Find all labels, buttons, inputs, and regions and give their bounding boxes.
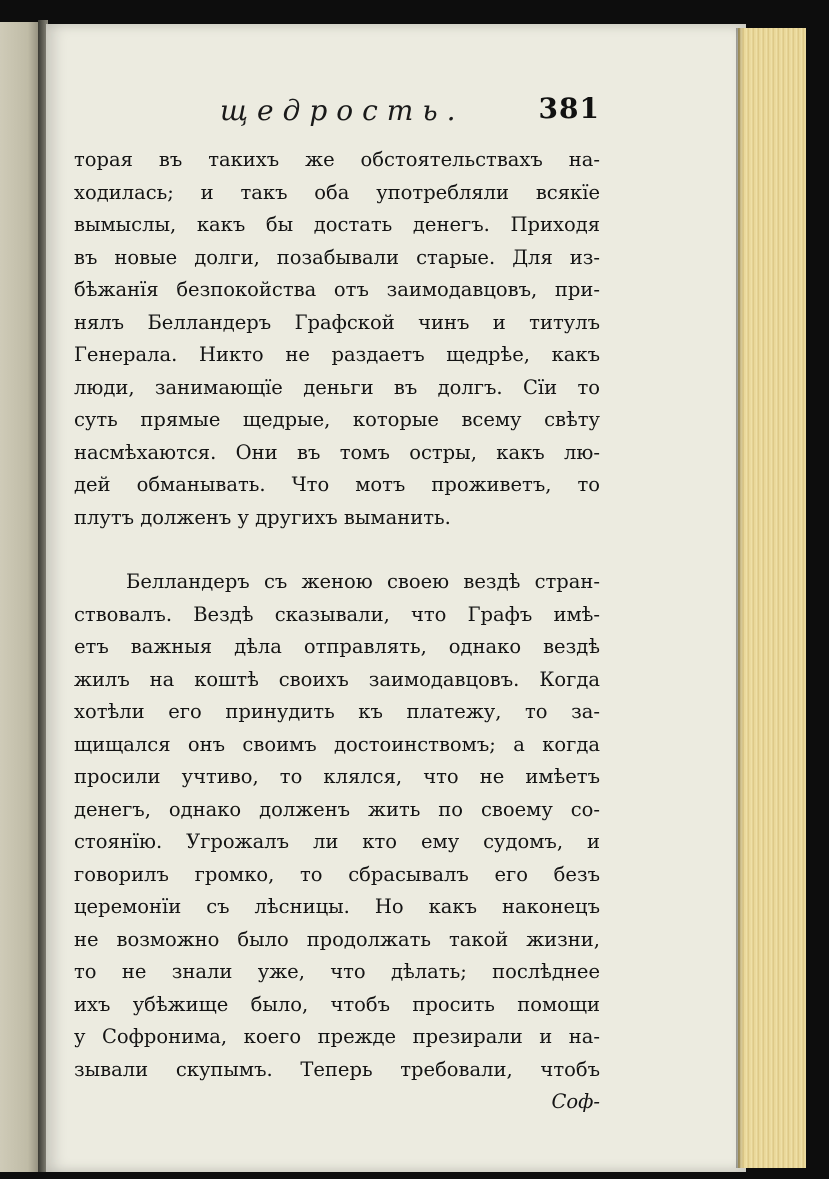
- text-line: то не знали уже, что дѣлать; послѣднее: [74, 960, 600, 983]
- text-line: хотѣли его принудить къ платежу, то за-: [74, 700, 600, 723]
- text-line: зывали скупымъ. Теперь требовали, чтобъ: [74, 1057, 600, 1081]
- text-line: нялъ Белландеръ Графской чинъ и титулъ: [74, 310, 600, 334]
- text-line: ходилась; и такъ оба употребляли всякїе: [74, 180, 600, 204]
- text-line: просили учтиво, то клялся, что не имѣетъ: [74, 765, 600, 788]
- text-line: церемонїи съ лѣсницы. Но какъ наконецъ: [74, 895, 600, 918]
- page-number: 381: [538, 92, 600, 125]
- text-line: торая въ такихъ же обстоятельствахъ на-: [74, 148, 600, 171]
- text-line: Генерала. Никто не раздаетъ щедрѣе, какъ: [74, 343, 600, 366]
- text-line: денегъ, однако долженъ жить по своему со-: [74, 797, 600, 821]
- text-line: бѣжанїя безпокойства отъ заимодавцовъ, при-: [74, 278, 600, 301]
- text-line: насмѣхаются. Они въ томъ остры, какъ лю-: [74, 440, 600, 464]
- text-line: жилъ на коштѣ своихъ заимодавцовъ. Когда: [74, 667, 600, 691]
- text-line: суть прямые щедрые, которые всему свѣту: [74, 408, 600, 431]
- text-line: ствовалъ. Вездѣ сказывали, что Графъ имѣ-: [74, 602, 600, 626]
- text-line: въ новые долги, позабывали старые. Для из-: [74, 245, 600, 269]
- text-line: дей обманывать. Что мотъ проживетъ, то: [74, 473, 600, 496]
- page-block-edge: [738, 28, 806, 1168]
- text-line: щищался онъ своимъ достоинствомъ; а когда: [74, 732, 600, 756]
- paragraph-1: [74, 144, 600, 534]
- catchword: Соф-: [551, 1090, 600, 1113]
- text-line: не возможно было продолжать такой жизни,: [74, 927, 600, 951]
- text-line: плутъ долженъ у другихъ выманить.: [74, 505, 451, 529]
- text-line: у Софронима, коего прежде презирали и на-: [74, 1025, 600, 1048]
- body-text: [74, 144, 600, 1119]
- facing-page-edge: [0, 22, 40, 1172]
- text-line: Белландеръ съ женою своею вездѣ стран-: [126, 570, 600, 593]
- page-header: [190, 90, 600, 130]
- paragraph-gap: [74, 534, 600, 566]
- text-line: стоянїю. Угрожалъ ли кто ему судомъ, и: [74, 830, 600, 853]
- running-title: щедрость.: [220, 94, 465, 127]
- text-line: говорилъ громко, то сбрасывалъ его безъ: [74, 862, 600, 886]
- paragraph-2: [74, 566, 600, 1086]
- text-line: етъ важныя дѣла отправлять, однако вездѣ: [74, 635, 600, 658]
- text-line: ихъ убѣжище было, чтобъ просить помощи: [74, 992, 600, 1016]
- page-edge-shadow: [736, 28, 744, 1168]
- text-line: вымыслы, какъ бы достать денегъ. Приходя: [74, 213, 600, 236]
- text-line: люди, занимающїе деньги въ долгъ. Сїи то: [74, 375, 600, 399]
